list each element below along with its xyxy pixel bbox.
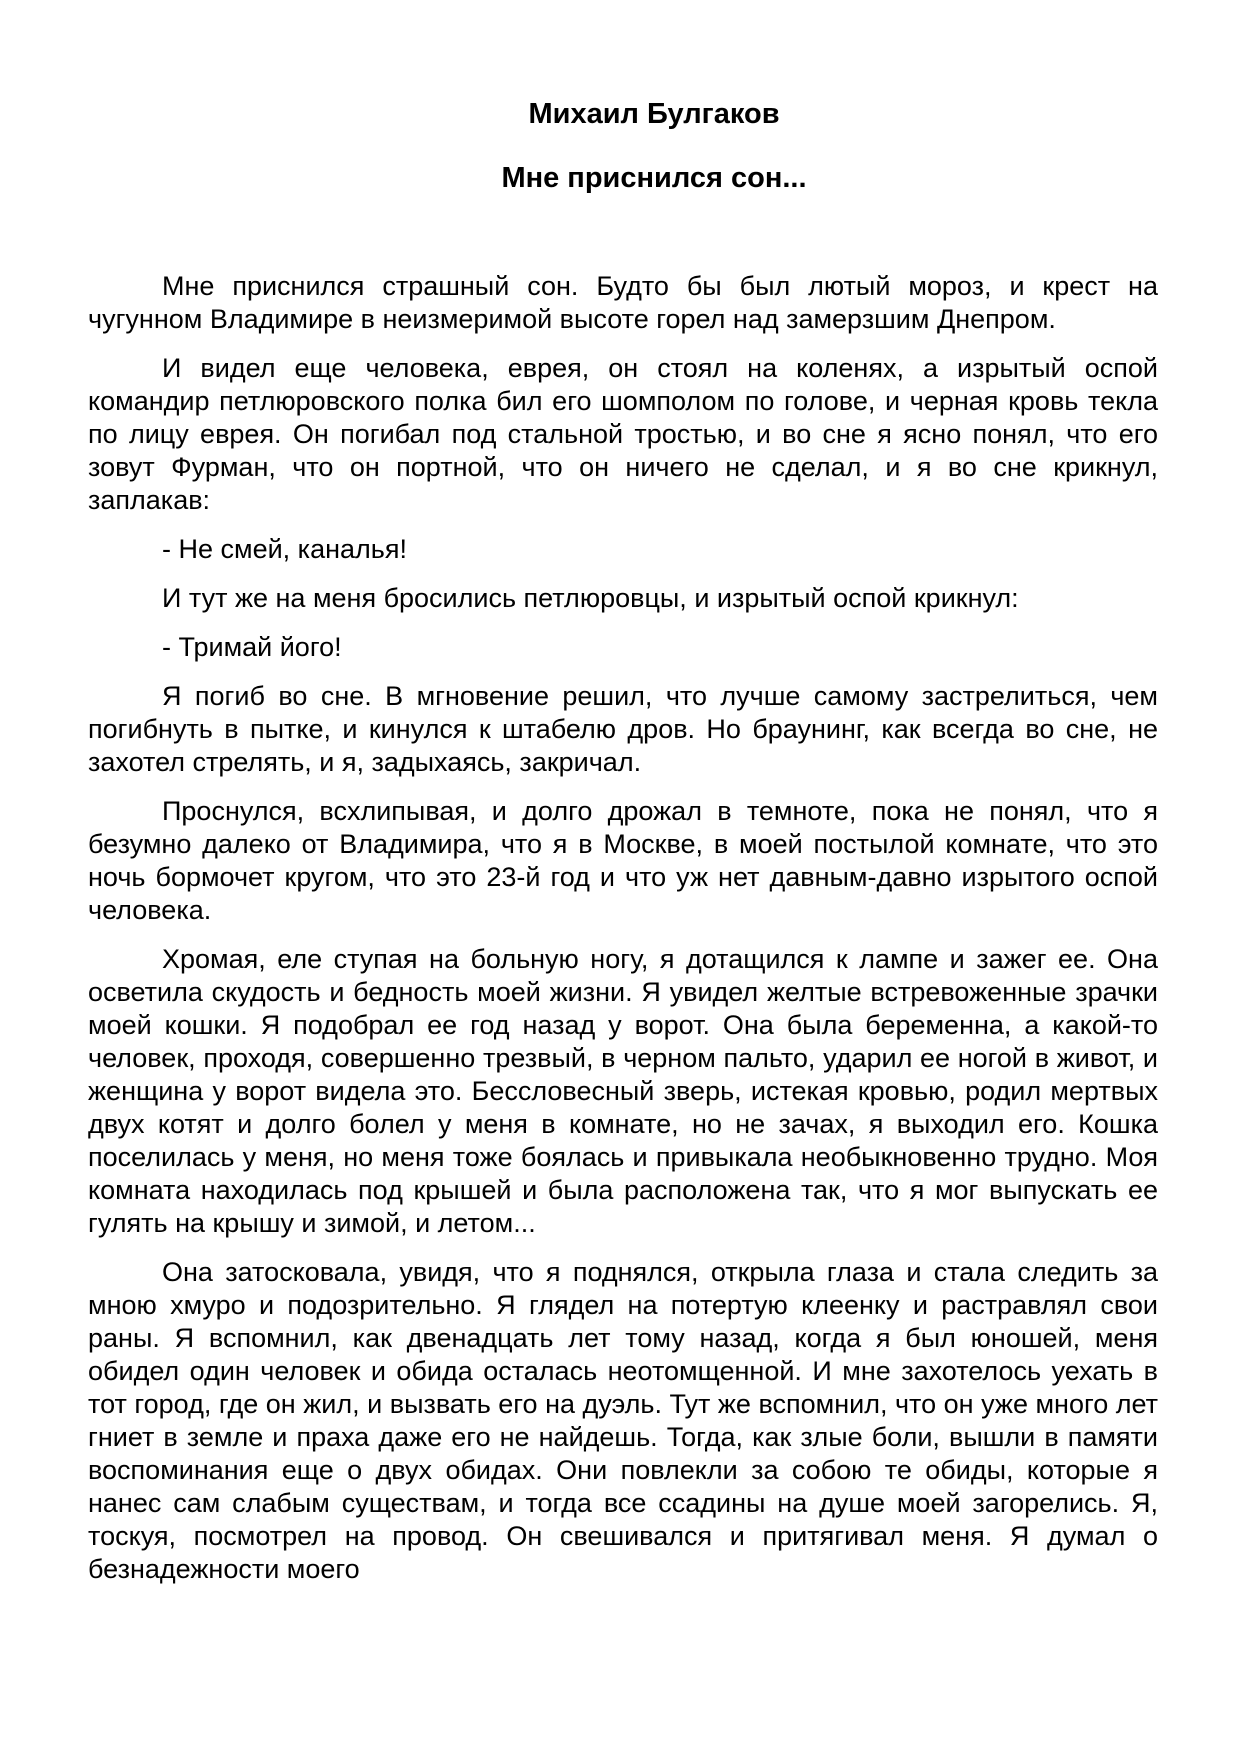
paragraph-5: - Тримай його! bbox=[162, 632, 342, 662]
story-title: Мне приснился сон... bbox=[501, 162, 807, 194]
paragraph-1: Мне приснился страшный сон. Будто бы был лютый мороз, и крест на чугунном Владимире в неизмеримой высоте горел над замерзшим Днепром. bbox=[88, 271, 1158, 334]
paragraph-8: Хромая, еле ступая на больную ногу, я дотащился к лампе и зажег ее. Она осветила скудость и бедность моей жизни. Я увидел желтые встревоженные зрачки моей кошки. Я подобрал ее год назад у ворот. Она была беременна, а какой-то человек, проходя, совершенно трезвый, в черном пальто, ударил ее ногой в живот, и женщина у ворот видела это. Бессловесный зверь, истекая кровью, родил мертвых двух котят и долго болел у меня в комнате, но не зачах, я выходил его. Кошка поселилась у меня, но меня тоже боялась и привыкала необыкновенно трудно. Моя комната находилась под крышей и была расположена так, что я мог выпускать ее гулять на крышу и зимой, и летом... bbox=[88, 944, 1158, 1238]
paragraph-7: Проснулся, всхлипывая, и долго дрожал в темноте, пока не понял, что я безумно далеко от Владимира, что я в Москве, в моей постылой комнате, что это ночь бормочет кругом, что это 23-й год и что уж нет давным-давно изрытого оспой человека. bbox=[88, 796, 1158, 925]
paragraph-6: Я погиб во сне. В мгновение решил, что лучше самому застрелиться, чем погибнуть в пытке, и кинулся к штабелю дров. Но браунинг, как всегда во сне, не захотел стрелять, и я, задыхаясь, закричал. bbox=[88, 681, 1158, 777]
author-heading: Михаил Булгаков bbox=[528, 98, 780, 130]
story-body bbox=[88, 270, 1158, 1602]
paragraph-9: Она затосковала, увидя, что я поднялся, открыла глаза и стала следить за мною хмуро и подозрительно. Я глядел на потертую клеенку и растравлял свои раны. Я вспомнил, как двенадцать лет тому назад, когда я был юношей, меня обидел один человек и обида осталась неотомщенной. И мне захотелось уехать в тот город, где он жил, и вызвать его на дуэль. Тут же вспомнил, что он уже много лет гниет в земле и праха даже его не найдешь. Тогда, как злые боли, вышли в памяти воспоминания еще о двух обидах. Они повлекли за собою те обиды, которые я нанес сам слабым существам, и тогда все ссадины на душе моей загорелись. Я, тоскуя, посмотрел на провод. Он свешивался и притягивал меня. Я думал о безнадежности моего bbox=[88, 1257, 1158, 1584]
paragraph-4: И тут же на меня бросились петлюровцы, и изрытый оспой крикнул: bbox=[162, 583, 1019, 613]
paragraph-2: И видел еще человека, еврея, он стоял на коленях, а изрытый оспой командир петлюровского полка бил его шомполом по голове, и черная кровь текла по лицу еврея. Он погибал под стальной тростью, и во сне я ясно понял, что его зовут Фурман, что он портной, что он ничего не сделал, и я во сне крикнул, заплакав: bbox=[88, 353, 1158, 515]
paragraph-3: - Не смей, каналья! bbox=[162, 534, 407, 564]
